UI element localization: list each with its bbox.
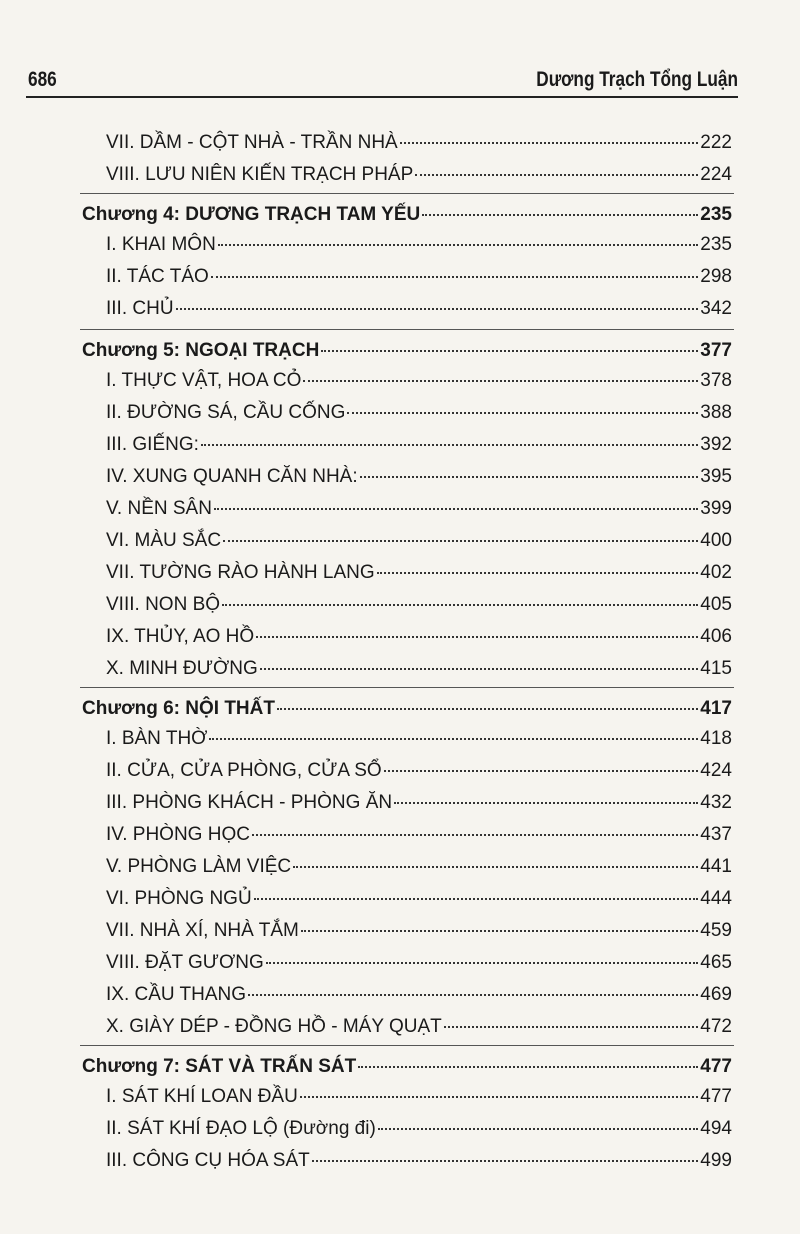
toc-entry-page: 415	[700, 658, 732, 679]
dot-leader	[312, 1160, 699, 1162]
chapter-divider	[80, 1045, 734, 1046]
dot-leader	[222, 604, 698, 606]
dot-leader	[384, 770, 699, 772]
toc-entry-label: IX. THỦY, AO HỒ	[106, 626, 255, 647]
toc-entry-page: 377	[700, 340, 732, 361]
toc-entry-label: VIII. NON BỘ	[106, 594, 221, 615]
toc-section-row[interactable]	[106, 132, 732, 158]
toc-entry-page: 441	[700, 856, 732, 877]
dot-leader	[360, 476, 699, 478]
toc-section-row[interactable]	[106, 498, 732, 524]
toc-entry-label: II. SÁT KHÍ ĐẠO LỘ (Đường đi)	[106, 1118, 376, 1139]
toc-entry-label: Chương 5: NGOẠI TRẠCH	[82, 340, 320, 361]
dot-leader	[218, 244, 699, 246]
toc-entry-page: 469	[700, 984, 732, 1005]
toc-entry-page: 392	[700, 434, 732, 455]
dot-leader	[201, 444, 698, 446]
toc-entry-label: III. GIẾNG:	[106, 434, 199, 455]
toc-entry-page: 459	[700, 920, 732, 941]
toc-entry-page: 395	[700, 466, 732, 487]
toc-section-row[interactable]	[106, 824, 732, 850]
toc-entry-label: VI. PHÒNG NGỦ	[106, 888, 252, 909]
toc-section-row[interactable]	[106, 594, 732, 620]
toc-section-row[interactable]	[106, 1086, 732, 1112]
dot-leader	[293, 866, 698, 868]
toc-section-row[interactable]	[106, 792, 732, 818]
toc-section-row[interactable]	[106, 530, 732, 556]
dot-leader	[223, 540, 698, 542]
dot-leader	[303, 380, 698, 382]
toc-section-row[interactable]	[106, 760, 732, 786]
toc-section-row[interactable]	[106, 952, 732, 978]
dot-leader	[260, 668, 699, 670]
toc-entry-page: 235	[700, 234, 732, 255]
toc-entry-page: 235	[700, 204, 732, 225]
toc-entry-label: I. BÀN THỜ	[106, 728, 208, 749]
dot-leader	[444, 1026, 699, 1028]
toc-entry-label: III. PHÒNG KHÁCH - PHÒNG ĂN	[106, 792, 393, 813]
toc-entry-page: 342	[700, 298, 732, 319]
dot-leader	[211, 276, 699, 278]
toc-entry-page: 417	[700, 698, 732, 719]
toc-entry-page: 298	[700, 266, 732, 287]
toc-entry-page: 222	[700, 132, 732, 153]
chapter-divider	[80, 687, 734, 688]
toc-entry-page: 477	[700, 1056, 732, 1077]
chapter-divider	[80, 329, 734, 330]
dot-leader	[176, 308, 699, 310]
toc-section-row[interactable]	[106, 402, 732, 428]
toc-section-row[interactable]	[106, 856, 732, 882]
toc-entry-label: IV. XUNG QUANH CĂN NHÀ:	[106, 466, 358, 487]
dot-leader	[300, 1096, 698, 1098]
page-number: 686	[28, 68, 57, 91]
toc-section-row[interactable]	[106, 370, 732, 396]
toc-entry-label: VII. DẦM - CỘT NHÀ - TRẦN NHÀ	[106, 132, 398, 153]
toc-chapter-row[interactable]	[82, 698, 732, 724]
toc-entry-page: 465	[700, 952, 732, 973]
toc-section-row[interactable]	[106, 266, 732, 292]
dot-leader	[422, 214, 698, 216]
running-header	[26, 66, 738, 98]
toc-entry-label: VIII. LƯU NIÊN KIẾN TRẠCH PHÁP	[106, 164, 414, 185]
toc-section-row[interactable]	[106, 1150, 732, 1176]
dot-leader	[400, 142, 699, 144]
toc-chapter-row[interactable]	[82, 204, 732, 230]
toc-entry-page: 494	[700, 1118, 732, 1139]
dot-leader	[214, 508, 698, 510]
toc-entry-page: 444	[700, 888, 732, 909]
toc-entry-page: 424	[700, 760, 732, 781]
toc-section-row[interactable]	[106, 466, 732, 492]
toc-section-row[interactable]	[106, 920, 732, 946]
dot-leader	[254, 898, 699, 900]
toc-entry-page: 499	[700, 1150, 732, 1171]
toc-entry-label: III. CHỦ	[106, 298, 174, 319]
toc-entry-page: 418	[700, 728, 732, 749]
toc-entry-page: 388	[700, 402, 732, 423]
toc-entry-label: VIII. ĐẶT GƯƠNG	[106, 952, 264, 973]
toc-entry-label: Chương 6: NỘI THẤT	[82, 698, 275, 719]
toc-entry-label: IX. CẦU THANG	[106, 984, 247, 1005]
toc-entry-page: 406	[700, 626, 732, 647]
toc-entry-label: X. MINH ĐƯỜNG	[106, 658, 258, 679]
dot-leader	[378, 1128, 699, 1130]
toc-section-row[interactable]	[106, 562, 732, 588]
toc-section-row[interactable]	[106, 1118, 732, 1144]
toc-section-row[interactable]	[106, 234, 732, 260]
toc-entry-label: X. GIÀY DÉP - ĐỒNG HỒ - MÁY QUẠT	[106, 1016, 442, 1037]
dot-leader	[321, 350, 698, 352]
toc-entry-page: 224	[700, 164, 732, 185]
toc-entry-label: I. KHAI MÔN	[106, 234, 216, 255]
dot-leader	[266, 962, 698, 964]
toc-entry-label: VI. MÀU SẮC	[106, 530, 222, 551]
toc-entry-label: I. THỰC VẬT, HOA CỎ	[106, 370, 302, 391]
dot-leader	[377, 572, 699, 574]
toc-section-row[interactable]	[106, 888, 732, 914]
toc-entry-label: V. PHÒNG LÀM VIỆC	[106, 856, 292, 877]
toc-entry-page: 432	[700, 792, 732, 813]
toc-entry-label: II. CỬA, CỬA PHÒNG, CỬA SỔ	[106, 760, 382, 781]
toc-section-row[interactable]	[106, 164, 732, 190]
dot-leader	[277, 708, 698, 710]
chapter-divider	[80, 193, 734, 194]
toc-entry-label: II. ĐƯỜNG SÁ, CẦU CỐNG	[106, 402, 346, 423]
toc-entry-label: III. CÔNG CỤ HÓA SÁT	[106, 1150, 310, 1171]
toc-entry-page: 472	[700, 1016, 732, 1037]
toc-section-row[interactable]	[106, 984, 732, 1010]
book-title: Dương Trạch Tổng Luận	[536, 68, 738, 91]
toc-section-row[interactable]	[106, 434, 732, 460]
toc-chapter-row[interactable]	[82, 1056, 732, 1082]
dot-leader	[415, 174, 698, 176]
dot-leader	[256, 636, 698, 638]
toc-entry-label: VII. TƯỜNG RÀO HÀNH LANG	[106, 562, 375, 583]
toc-section-row[interactable]	[106, 626, 732, 652]
dot-leader	[301, 930, 698, 932]
toc-entry-page: 405	[700, 594, 732, 615]
toc-entry-label: Chương 7: SÁT VÀ TRẤN SÁT	[82, 1056, 357, 1077]
dot-leader	[394, 802, 698, 804]
toc-entry-label: I. SÁT KHÍ LOAN ĐẦU	[106, 1086, 298, 1107]
toc-entry-page: 477	[700, 1086, 732, 1107]
toc-section-row[interactable]	[106, 1016, 732, 1042]
toc-entry-page: 400	[700, 530, 732, 551]
toc-entry-page: 378	[700, 370, 732, 391]
toc-chapter-row[interactable]	[82, 340, 732, 366]
dot-leader	[248, 994, 698, 996]
toc-section-row[interactable]	[106, 658, 732, 684]
toc-entry-label: VII. NHÀ XÍ, NHÀ TẮM	[106, 920, 299, 941]
toc-entry-page: 399	[700, 498, 732, 519]
toc-entry-label: V. NỀN SÂN	[106, 498, 212, 519]
toc-section-row[interactable]	[106, 728, 732, 754]
toc-entry-label: IV. PHÒNG HỌC	[106, 824, 250, 845]
dot-leader	[209, 738, 698, 740]
toc-entry-label: Chương 4: DƯƠNG TRẠCH TAM YẾU	[82, 204, 421, 225]
dot-leader	[347, 412, 698, 414]
dot-leader	[252, 834, 698, 836]
toc-section-row[interactable]	[106, 298, 732, 324]
dot-leader	[358, 1066, 698, 1068]
toc-entry-page: 437	[700, 824, 732, 845]
toc-entry-page: 402	[700, 562, 732, 583]
toc-entry-label: II. TÁC TÁO	[106, 266, 209, 287]
